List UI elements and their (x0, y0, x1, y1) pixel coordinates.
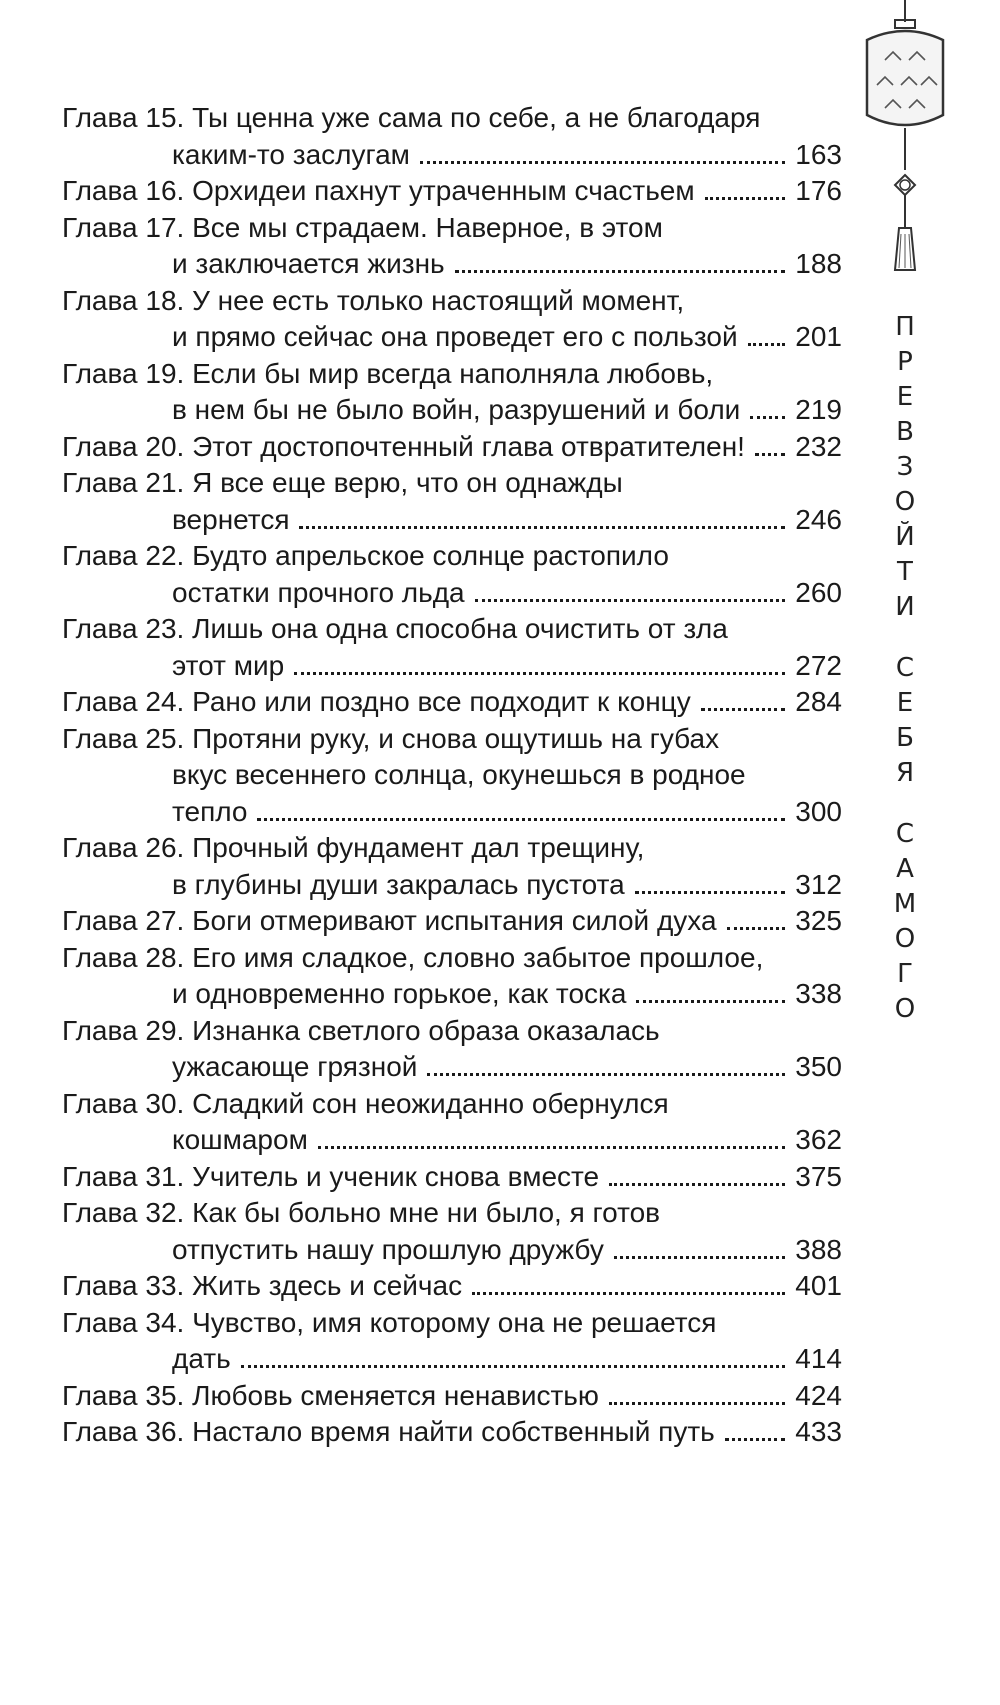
toc-entry[interactable] (62, 1159, 842, 1196)
toc-entry[interactable] (62, 903, 842, 940)
chapter-title: Глава 35. Любовь сменяется ненавистью (62, 1379, 599, 1411)
chapter-title: Глава 30. Сладкий сон неожиданно обернулся (62, 1087, 669, 1119)
dot-leader (614, 1253, 785, 1259)
chapter-title: Глава 20. Этот достопочтенный глава отвратителен! (62, 430, 745, 462)
dot-leader (241, 1362, 786, 1368)
side-title-letter: П (895, 312, 915, 342)
dot-leader (636, 997, 785, 1003)
dot-leader (294, 669, 785, 675)
table-of-contents (62, 100, 842, 1451)
side-title-letter: Б (896, 723, 914, 753)
toc-entry[interactable] (62, 538, 842, 611)
toc-entry[interactable] (62, 210, 842, 283)
side-title-letter: Е (896, 688, 914, 718)
dot-leader (257, 815, 785, 821)
chapter-title-continuation: в глубины души закралась пустота (172, 868, 625, 900)
chapter-title-continuation: этот мир (172, 649, 285, 681)
chapter-title: Глава 17. Все мы страдаем. Наверное, в этом (62, 211, 663, 243)
side-title-letter: Й (895, 522, 915, 552)
page-number: 414 (795, 1343, 842, 1374)
chapter-title: Глава 18. У нее есть только настоящий момент, (62, 284, 685, 316)
side-title-letter: О (894, 924, 916, 954)
chapter-title: Глава 23. Лишь она одна способна очистить от зла (62, 613, 728, 644)
chapter-title: Глава 31. Учитель и ученик снова вместе (62, 1160, 600, 1192)
page-number: 325 (795, 905, 842, 936)
page-number: 176 (795, 175, 842, 206)
side-title-letter: М (893, 889, 917, 919)
toc-entry[interactable] (62, 283, 842, 356)
dot-leader (727, 924, 786, 930)
chapter-title-continuation: кошмаром (172, 1124, 308, 1155)
page-number: 246 (795, 503, 842, 535)
chapter-title: Глава 25. Протяни руку, и снова ощутишь на губах (62, 722, 720, 754)
side-title-word (896, 651, 914, 791)
toc-entry[interactable] (62, 684, 842, 721)
side-title-letter: В (896, 417, 914, 447)
page-number: 272 (795, 649, 842, 681)
chapter-title-continuation: вкус весеннего солнца, окунешься в родное (172, 759, 746, 790)
page-number: 300 (795, 795, 842, 827)
dot-leader (750, 413, 785, 419)
chapter-title-continuation: в нем бы не было войн, разрушений и боли (172, 394, 741, 425)
page-number: 433 (795, 1416, 842, 1447)
dot-leader (748, 340, 786, 346)
page-number: 232 (795, 430, 842, 462)
lantern-icon (855, 0, 955, 280)
dot-leader (420, 158, 785, 164)
page-number: 219 (795, 394, 842, 425)
page-number: 424 (795, 1379, 842, 1411)
toc-entry[interactable] (62, 356, 842, 429)
side-title-letter: О (894, 994, 916, 1024)
page-number: 375 (795, 1160, 842, 1192)
page-number: 350 (795, 1051, 842, 1082)
chapter-title-continuation: остатки прочного льда (172, 576, 465, 608)
dot-leader (455, 267, 786, 273)
side-title-letter: Р (897, 347, 913, 377)
side-title-letter: С (895, 653, 915, 683)
dot-leader (701, 705, 786, 711)
dot-leader (318, 1143, 785, 1149)
chapter-title: Глава 24. Рано или поздно все подходит к концу (62, 686, 691, 717)
toc-entry[interactable] (62, 1305, 842, 1378)
chapter-title: Глава 15. Ты ценна уже сама по себе, а не благодаря (62, 102, 761, 133)
side-title-letter: Е (896, 382, 914, 412)
toc-entry[interactable] (62, 940, 842, 1013)
dot-leader (635, 888, 786, 894)
chapter-title-continuation: и прямо сейчас она проведет его с пользой (172, 321, 738, 352)
dot-leader (609, 1180, 785, 1186)
side-title-letter: Г (897, 959, 913, 989)
side-title (860, 310, 950, 1053)
chapter-title: Глава 16. Орхидеи пахнут утраченным счастьем (62, 175, 695, 206)
toc-entry[interactable] (62, 830, 842, 903)
page-number: 388 (795, 1233, 842, 1265)
dot-leader (725, 1435, 786, 1441)
chapter-title-continuation: отпустить нашу прошлую дружбу (172, 1233, 604, 1265)
side-title-letter: З (896, 452, 914, 482)
toc-entry[interactable] (62, 1414, 842, 1451)
chapter-title-continuation: тепло (172, 795, 248, 827)
dot-leader (427, 1070, 785, 1076)
toc-entry[interactable] (62, 1195, 842, 1268)
page-number: 260 (795, 576, 842, 608)
page-number: 201 (795, 321, 842, 352)
dot-leader (609, 1399, 785, 1405)
side-title-word (895, 310, 915, 625)
toc-entry[interactable] (62, 465, 842, 538)
page-number: 163 (795, 138, 842, 170)
side-title-letter: И (895, 592, 915, 622)
chapter-title-continuation: вернется (172, 503, 290, 535)
chapter-title: Глава 21. Я все еще верю, что он однажды (62, 467, 623, 498)
toc-entry[interactable] (62, 611, 842, 684)
page-number: 338 (795, 978, 842, 1009)
chapter-title-continuation: ужасающе грязной (172, 1051, 418, 1082)
chapter-title: Глава 26. Прочный фундамент дал трещину, (62, 832, 645, 863)
page-number: 401 (795, 1270, 842, 1301)
page-number: 312 (795, 868, 842, 900)
toc-entry[interactable] (62, 100, 842, 173)
chapter-title-continuation: каким-то заслугам (172, 138, 410, 170)
chapter-title-continuation: и одновременно горькое, как тоска (172, 978, 627, 1009)
chapter-title: Глава 28. Его имя сладкое, словно забытое прошлое, (62, 941, 764, 973)
chapter-title: Глава 33. Жить здесь и сейчас (62, 1270, 463, 1301)
side-title-letter: Т (897, 557, 913, 587)
page-number: 284 (795, 686, 842, 717)
side-title-letter: Я (895, 758, 915, 788)
dot-leader (755, 450, 785, 456)
chapter-title-continuation: и заключается жизнь (172, 248, 445, 279)
page-number: 188 (795, 248, 842, 279)
chapter-title: Глава 34. Чувство, имя которому она не решается (62, 1306, 717, 1338)
side-title-letter: А (896, 854, 914, 884)
page-number: 362 (795, 1124, 842, 1155)
side-title-word (894, 817, 916, 1027)
chapter-title-continuation: дать (172, 1343, 231, 1374)
dot-leader (299, 523, 785, 529)
chapter-title: Глава 29. Изнанка светлого образа оказалась (62, 1014, 660, 1046)
side-title-letter: С (895, 819, 915, 849)
toc-entry[interactable] (62, 173, 842, 210)
toc-entry[interactable] (62, 429, 842, 466)
dot-leader (472, 1289, 785, 1295)
chapter-title: Глава 27. Боги отмеривают испытания силой духа (62, 905, 717, 936)
dot-leader (475, 596, 786, 602)
toc-entry[interactable] (62, 1378, 842, 1415)
toc-entry[interactable] (62, 1268, 842, 1305)
toc-entry[interactable] (62, 1086, 842, 1159)
toc-entry[interactable] (62, 1013, 842, 1086)
chapter-title: Глава 22. Будто апрельское солнце растопило (62, 540, 669, 571)
side-title-letter: О (894, 487, 916, 517)
chapter-title: Глава 19. Если бы мир всегда наполняла любовь, (62, 357, 714, 389)
toc-entry[interactable] (62, 721, 842, 831)
chapter-title: Глава 32. Как бы больно мне ни было, я готов (62, 1197, 661, 1228)
dot-leader (705, 194, 786, 200)
chapter-title: Глава 36. Настало время найти собственный путь (62, 1416, 715, 1447)
